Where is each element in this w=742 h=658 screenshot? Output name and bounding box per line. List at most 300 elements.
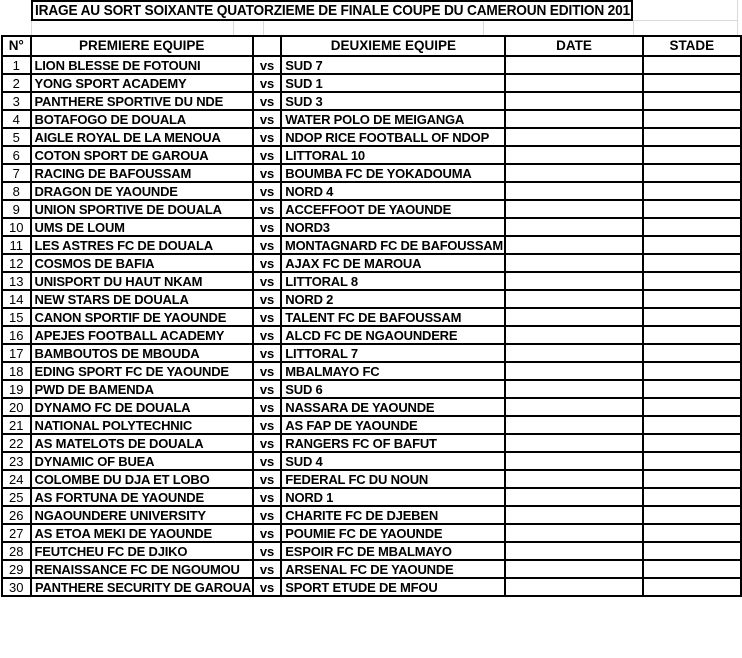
vs-cell[interactable]	[253, 218, 281, 236]
date-cell[interactable]	[505, 434, 642, 452]
stade-cell[interactable]	[643, 56, 741, 74]
date-cell[interactable]	[505, 110, 642, 128]
vs-label: vs	[259, 561, 275, 577]
match-number-cell[interactable]	[2, 380, 31, 398]
vs-cell[interactable]	[253, 326, 281, 344]
vs-cell[interactable]	[253, 164, 281, 182]
table-row	[2, 362, 741, 380]
match-number-cell[interactable]	[2, 362, 31, 380]
date-cell[interactable]	[505, 218, 642, 236]
match-number-cell[interactable]	[2, 578, 31, 596]
stade-cell[interactable]	[643, 470, 741, 488]
stade-cell[interactable]	[643, 524, 741, 542]
match-number: 3	[12, 93, 20, 109]
date-cell[interactable]	[505, 308, 642, 326]
stade-cell[interactable]	[643, 506, 741, 524]
table-row	[2, 74, 741, 92]
match-number-cell[interactable]	[2, 434, 31, 452]
match-number: 21	[9, 417, 24, 433]
table-row	[2, 560, 741, 578]
first-team-name: APEJES FOOTBALL ACADEMY	[34, 327, 225, 343]
header-second-team-label: DEUXIEME EQUIPE	[330, 38, 457, 54]
match-number: 9	[12, 201, 20, 217]
table-row	[2, 488, 741, 506]
header-stade[interactable]	[643, 36, 741, 56]
match-number-cell[interactable]	[2, 236, 31, 254]
first-team-cell[interactable]	[31, 254, 253, 272]
second-team-cell[interactable]	[281, 254, 505, 272]
first-team-name: YONG SPORT ACADEMY	[34, 75, 187, 91]
match-number-cell[interactable]	[2, 398, 31, 416]
header-date-label: DATE	[556, 38, 592, 54]
second-team-cell[interactable]	[281, 272, 505, 290]
stade-cell[interactable]	[643, 200, 741, 218]
match-number: 25	[9, 489, 24, 505]
vs-cell[interactable]	[253, 254, 281, 272]
stade-cell[interactable]	[643, 416, 741, 434]
header-date[interactable]	[505, 36, 642, 56]
vs-cell[interactable]	[253, 128, 281, 146]
second-team-cell[interactable]	[281, 182, 505, 200]
first-team-name: NATIONAL POLYTECHNIC	[34, 417, 193, 433]
match-number: 19	[9, 381, 24, 397]
second-team-name: SUD 7	[285, 57, 323, 73]
second-team-name: POUMIE FC DE YAOUNDE	[285, 525, 443, 541]
date-cell[interactable]	[505, 452, 642, 470]
first-team-cell[interactable]	[31, 452, 253, 470]
first-team-cell[interactable]	[31, 128, 253, 146]
first-team-name: PANTHERE SECURITY DE GAROUA	[34, 579, 251, 595]
stade-cell[interactable]	[643, 110, 741, 128]
second-team-cell[interactable]	[281, 344, 505, 362]
match-number-cell[interactable]	[2, 272, 31, 290]
first-team-cell[interactable]	[31, 362, 253, 380]
stade-cell[interactable]	[643, 92, 741, 110]
second-team-cell[interactable]	[281, 128, 505, 146]
stade-cell[interactable]	[643, 326, 741, 344]
match-number: 22	[9, 435, 24, 451]
vs-label: vs	[259, 489, 275, 505]
date-cell[interactable]	[505, 560, 642, 578]
vs-cell[interactable]	[253, 290, 281, 308]
stade-cell[interactable]	[643, 434, 741, 452]
second-team-cell[interactable]	[281, 92, 505, 110]
stade-cell[interactable]	[643, 380, 741, 398]
date-cell[interactable]	[505, 56, 642, 74]
match-number: 18	[9, 363, 24, 379]
vs-cell[interactable]	[253, 146, 281, 164]
vs-cell[interactable]	[253, 434, 281, 452]
stade-cell[interactable]	[643, 236, 741, 254]
date-cell[interactable]	[505, 272, 642, 290]
second-team-cell[interactable]	[281, 164, 505, 182]
first-team-cell[interactable]	[31, 218, 253, 236]
vs-label: vs	[259, 327, 275, 343]
vs-cell[interactable]	[253, 272, 281, 290]
title-box[interactable]	[31, 0, 633, 21]
vs-cell[interactable]	[253, 182, 281, 200]
gridline	[31, 21, 32, 35]
second-team-cell[interactable]	[281, 146, 505, 164]
date-cell[interactable]	[505, 362, 642, 380]
vs-label: vs	[259, 507, 275, 523]
match-number: 23	[9, 453, 24, 469]
second-team-cell[interactable]	[281, 506, 505, 524]
match-number: 28	[9, 543, 24, 559]
first-team-name: AIGLE ROYAL DE LA MENOUA	[34, 129, 221, 145]
date-cell[interactable]	[505, 326, 642, 344]
header-vs[interactable]	[253, 36, 281, 56]
match-number-cell[interactable]	[2, 344, 31, 362]
match-number: 26	[9, 507, 24, 523]
table-row	[2, 380, 741, 398]
second-team-name: RANGERS FC OF BAFUT	[285, 435, 437, 451]
table-row	[2, 92, 741, 110]
first-team-name: PWD DE BAMENDA	[34, 381, 154, 397]
table-row	[2, 344, 741, 362]
first-team-name: FEUTCHEU FC DE DJIKO	[34, 543, 188, 559]
second-team-name: ACCEFFOOT DE YAOUNDE	[285, 201, 452, 217]
second-team-cell[interactable]	[281, 560, 505, 578]
first-team-name: RENAISSANCE FC DE NGOUMOU	[34, 561, 240, 577]
match-number: 15	[9, 309, 24, 325]
vs-label: vs	[259, 435, 275, 451]
stade-cell[interactable]	[643, 128, 741, 146]
second-team-name: MONTAGNARD FC DE BAFOUSSAM	[285, 237, 504, 253]
first-team-name: PANTHERE SPORTIVE DU NDE	[34, 93, 224, 109]
vs-label: vs	[259, 129, 275, 145]
match-number-cell[interactable]	[2, 506, 31, 524]
match-number-cell[interactable]	[2, 92, 31, 110]
vs-cell[interactable]	[253, 56, 281, 74]
match-number: 17	[9, 345, 24, 361]
vs-cell[interactable]	[253, 344, 281, 362]
date-cell[interactable]	[505, 128, 642, 146]
match-number-cell[interactable]	[2, 164, 31, 182]
vs-cell[interactable]	[253, 524, 281, 542]
first-team-cell[interactable]	[31, 416, 253, 434]
second-team-cell[interactable]	[281, 290, 505, 308]
match-number: 20	[9, 399, 24, 415]
vs-cell[interactable]	[253, 506, 281, 524]
vs-label: vs	[259, 75, 275, 91]
first-team-cell[interactable]	[31, 200, 253, 218]
date-cell[interactable]	[505, 182, 642, 200]
table-row	[2, 452, 741, 470]
date-cell[interactable]	[505, 344, 642, 362]
second-team-cell[interactable]	[281, 326, 505, 344]
first-team-name: UNISPORT DU HAUT NKAM	[34, 273, 203, 289]
first-team-cell[interactable]	[31, 560, 253, 578]
match-number-cell[interactable]	[2, 542, 31, 560]
date-cell[interactable]	[505, 200, 642, 218]
second-team-cell[interactable]	[281, 74, 505, 92]
vs-cell[interactable]	[253, 92, 281, 110]
vs-cell[interactable]	[253, 578, 281, 596]
second-team-cell[interactable]	[281, 488, 505, 506]
table-row	[2, 236, 741, 254]
first-team-cell[interactable]	[31, 578, 253, 596]
gridline	[633, 21, 634, 35]
first-team-name: LION BLESSE DE FOTOUNI	[34, 57, 201, 73]
first-team-cell[interactable]	[31, 542, 253, 560]
stade-cell[interactable]	[643, 560, 741, 578]
second-team-cell[interactable]	[281, 542, 505, 560]
date-cell[interactable]	[505, 542, 642, 560]
match-number-cell[interactable]	[2, 56, 31, 74]
first-team-cell[interactable]	[31, 92, 253, 110]
first-team-cell[interactable]	[31, 164, 253, 182]
date-cell[interactable]	[505, 488, 642, 506]
second-team-cell[interactable]	[281, 110, 505, 128]
first-team-cell[interactable]	[31, 434, 253, 452]
date-cell[interactable]	[505, 578, 642, 596]
date-cell[interactable]	[505, 146, 642, 164]
second-team-name: NDOP RICE FOOTBALL OF NDOP	[285, 129, 490, 145]
second-team-name: SUD 6	[285, 381, 323, 397]
match-number: 11	[9, 237, 24, 253]
first-team-name: DYNAMIC OF BUEA	[34, 453, 155, 469]
vs-label: vs	[259, 219, 275, 235]
second-team-cell[interactable]	[281, 218, 505, 236]
vs-label: vs	[259, 93, 275, 109]
vs-label: vs	[259, 57, 275, 73]
vs-cell[interactable]	[253, 398, 281, 416]
first-team-cell[interactable]	[31, 524, 253, 542]
second-team-cell[interactable]	[281, 416, 505, 434]
table-row	[2, 218, 741, 236]
first-team-cell[interactable]	[31, 398, 253, 416]
match-number-cell[interactable]	[2, 308, 31, 326]
first-team-cell[interactable]	[31, 470, 253, 488]
match-number-cell[interactable]	[2, 488, 31, 506]
draw-table-body	[2, 56, 741, 596]
first-team-cell[interactable]	[31, 344, 253, 362]
table-row	[2, 506, 741, 524]
gridline	[737, 0, 738, 35]
stade-cell[interactable]	[643, 74, 741, 92]
stade-cell[interactable]	[643, 146, 741, 164]
table-row	[2, 272, 741, 290]
second-team-cell[interactable]	[281, 452, 505, 470]
date-cell[interactable]	[505, 416, 642, 434]
first-team-cell[interactable]	[31, 308, 253, 326]
vs-cell[interactable]	[253, 560, 281, 578]
stade-cell[interactable]	[643, 308, 741, 326]
match-number-cell[interactable]	[2, 146, 31, 164]
vs-cell[interactable]	[253, 200, 281, 218]
vs-label: vs	[259, 165, 275, 181]
match-number: 27	[9, 525, 24, 541]
second-team-cell[interactable]	[281, 308, 505, 326]
date-cell[interactable]	[505, 74, 642, 92]
header-second-team[interactable]	[281, 36, 505, 56]
second-team-name: LITTORAL 8	[285, 273, 358, 289]
match-number-cell[interactable]	[2, 254, 31, 272]
second-team-cell[interactable]	[281, 380, 505, 398]
vs-cell[interactable]	[253, 416, 281, 434]
second-team-name: SUD 3	[285, 93, 323, 109]
match-number-cell[interactable]	[2, 182, 31, 200]
second-team-name: NORD 1	[285, 489, 334, 505]
first-team-name: RACING DE BAFOUSSAM	[34, 165, 192, 181]
second-team-name: MBALMAYO FC	[285, 363, 380, 379]
first-team-cell[interactable]	[31, 74, 253, 92]
stade-cell[interactable]	[643, 362, 741, 380]
match-number: 12	[9, 255, 24, 271]
first-team-cell[interactable]	[31, 182, 253, 200]
first-team-cell[interactable]	[31, 506, 253, 524]
stade-cell[interactable]	[643, 218, 741, 236]
stade-cell[interactable]	[643, 344, 741, 362]
second-team-name: LITTORAL 7	[285, 345, 358, 361]
date-cell[interactable]	[505, 92, 642, 110]
match-number-cell[interactable]	[2, 326, 31, 344]
second-team-cell[interactable]	[281, 434, 505, 452]
vs-label: vs	[259, 201, 275, 217]
stade-cell[interactable]	[643, 578, 741, 596]
match-number-cell[interactable]	[2, 290, 31, 308]
vs-cell[interactable]	[253, 308, 281, 326]
vs-cell[interactable]	[253, 380, 281, 398]
table-row	[2, 290, 741, 308]
date-cell[interactable]	[505, 506, 642, 524]
match-number-cell[interactable]	[2, 470, 31, 488]
vs-label: vs	[259, 363, 275, 379]
header-num-label: N°	[8, 38, 24, 54]
date-cell[interactable]	[505, 236, 642, 254]
first-team-cell[interactable]	[31, 488, 253, 506]
match-number-cell[interactable]	[2, 452, 31, 470]
match-number-cell[interactable]	[2, 416, 31, 434]
vs-cell[interactable]	[253, 74, 281, 92]
match-number-cell[interactable]	[2, 200, 31, 218]
stade-cell[interactable]	[643, 164, 741, 182]
draw-table	[1, 35, 742, 597]
vs-cell[interactable]	[253, 236, 281, 254]
second-team-name: BOUMBA FC DE YOKADOUMA	[285, 165, 472, 181]
first-team-cell[interactable]	[31, 380, 253, 398]
header-first-team[interactable]	[31, 36, 253, 56]
vs-cell[interactable]	[253, 452, 281, 470]
first-team-name: NGAOUNDERE UNIVERSITY	[34, 507, 206, 523]
stade-cell[interactable]	[643, 398, 741, 416]
first-team-name: DYNAMO FC DE DOUALA	[34, 399, 191, 415]
first-team-cell[interactable]	[31, 146, 253, 164]
second-team-cell[interactable]	[281, 524, 505, 542]
second-team-name: SUD 4	[285, 453, 323, 469]
second-team-cell[interactable]	[281, 236, 505, 254]
second-team-cell[interactable]	[281, 56, 505, 74]
date-cell[interactable]	[505, 164, 642, 182]
second-team-name: AJAX FC DE MAROUA	[285, 255, 422, 271]
match-number-cell[interactable]	[2, 218, 31, 236]
match-number-cell[interactable]	[2, 74, 31, 92]
match-number-cell[interactable]	[2, 524, 31, 542]
stade-cell[interactable]	[643, 542, 741, 560]
stade-cell[interactable]	[643, 452, 741, 470]
date-cell[interactable]	[505, 398, 642, 416]
vs-cell[interactable]	[253, 542, 281, 560]
vs-label: vs	[259, 291, 275, 307]
first-team-cell[interactable]	[31, 236, 253, 254]
vs-cell[interactable]	[253, 470, 281, 488]
first-team-cell[interactable]	[31, 272, 253, 290]
first-team-name: BAMBOUTOS DE MBOUDA	[34, 345, 200, 361]
first-team-name: UMS DE LOUM	[34, 219, 125, 235]
second-team-cell[interactable]	[281, 398, 505, 416]
page-title: IRAGE AU SORT SOIXANTE QUATORZIEME DE FINALE COUPE DU CAMEROUN EDITION 201	[35, 2, 630, 19]
vs-label: vs	[259, 543, 275, 559]
vs-cell[interactable]	[253, 362, 281, 380]
header-num[interactable]	[2, 36, 31, 56]
second-team-name: LITTORAL 10	[285, 147, 365, 163]
second-team-cell[interactable]	[281, 362, 505, 380]
stade-cell[interactable]	[643, 488, 741, 506]
second-team-cell[interactable]	[281, 578, 505, 596]
table-row	[2, 146, 741, 164]
date-cell[interactable]	[505, 380, 642, 398]
second-team-name: WATER POLO DE MEIGANGA	[285, 111, 465, 127]
vs-cell[interactable]	[253, 110, 281, 128]
gridline	[483, 21, 484, 35]
first-team-cell[interactable]	[31, 290, 253, 308]
vs-label: vs	[259, 525, 275, 541]
table-row	[2, 200, 741, 218]
match-number-cell[interactable]	[2, 110, 31, 128]
first-team-cell[interactable]	[31, 110, 253, 128]
second-team-name: AS FAP DE YAOUNDE	[285, 417, 418, 433]
vs-label: vs	[259, 453, 275, 469]
second-team-name: NORD3	[285, 219, 330, 235]
first-team-name: EDING SPORT FC DE YAOUNDE	[34, 363, 229, 379]
header-first-team-label: PREMIERE EQUIPE	[79, 38, 205, 54]
first-team-name: UNION SPORTIVE DE DOUALA	[34, 201, 222, 217]
stade-cell[interactable]	[643, 290, 741, 308]
first-team-name: LES ASTRES FC DE DOUALA	[34, 237, 213, 253]
vs-label: vs	[259, 111, 275, 127]
date-cell[interactable]	[505, 524, 642, 542]
match-number: 10	[9, 219, 24, 235]
stade-cell[interactable]	[643, 182, 741, 200]
first-team-name: NEW STARS DE DOUALA	[34, 291, 189, 307]
vs-label: vs	[259, 255, 275, 271]
header-row	[2, 36, 741, 56]
second-team-name: ALCD FC DE NGAOUNDERE	[285, 327, 458, 343]
vs-cell[interactable]	[253, 488, 281, 506]
second-team-cell[interactable]	[281, 200, 505, 218]
stade-cell[interactable]	[643, 254, 741, 272]
match-number-cell[interactable]	[2, 560, 31, 578]
second-team-name: NORD 2	[285, 291, 334, 307]
first-team-cell[interactable]	[31, 56, 253, 74]
date-cell[interactable]	[505, 290, 642, 308]
stade-cell[interactable]	[643, 272, 741, 290]
table-row	[2, 182, 741, 200]
table-row	[2, 434, 741, 452]
date-cell[interactable]	[505, 470, 642, 488]
table-row	[2, 578, 741, 596]
vs-label: vs	[259, 183, 275, 199]
vs-label: vs	[259, 417, 275, 433]
date-cell[interactable]	[505, 254, 642, 272]
first-team-name: COLOMBE DU DJA ET LOBO	[34, 471, 210, 487]
first-team-cell[interactable]	[31, 326, 253, 344]
second-team-cell[interactable]	[281, 470, 505, 488]
match-number-cell[interactable]	[2, 128, 31, 146]
match-number: 14	[9, 291, 24, 307]
table-row	[2, 110, 741, 128]
